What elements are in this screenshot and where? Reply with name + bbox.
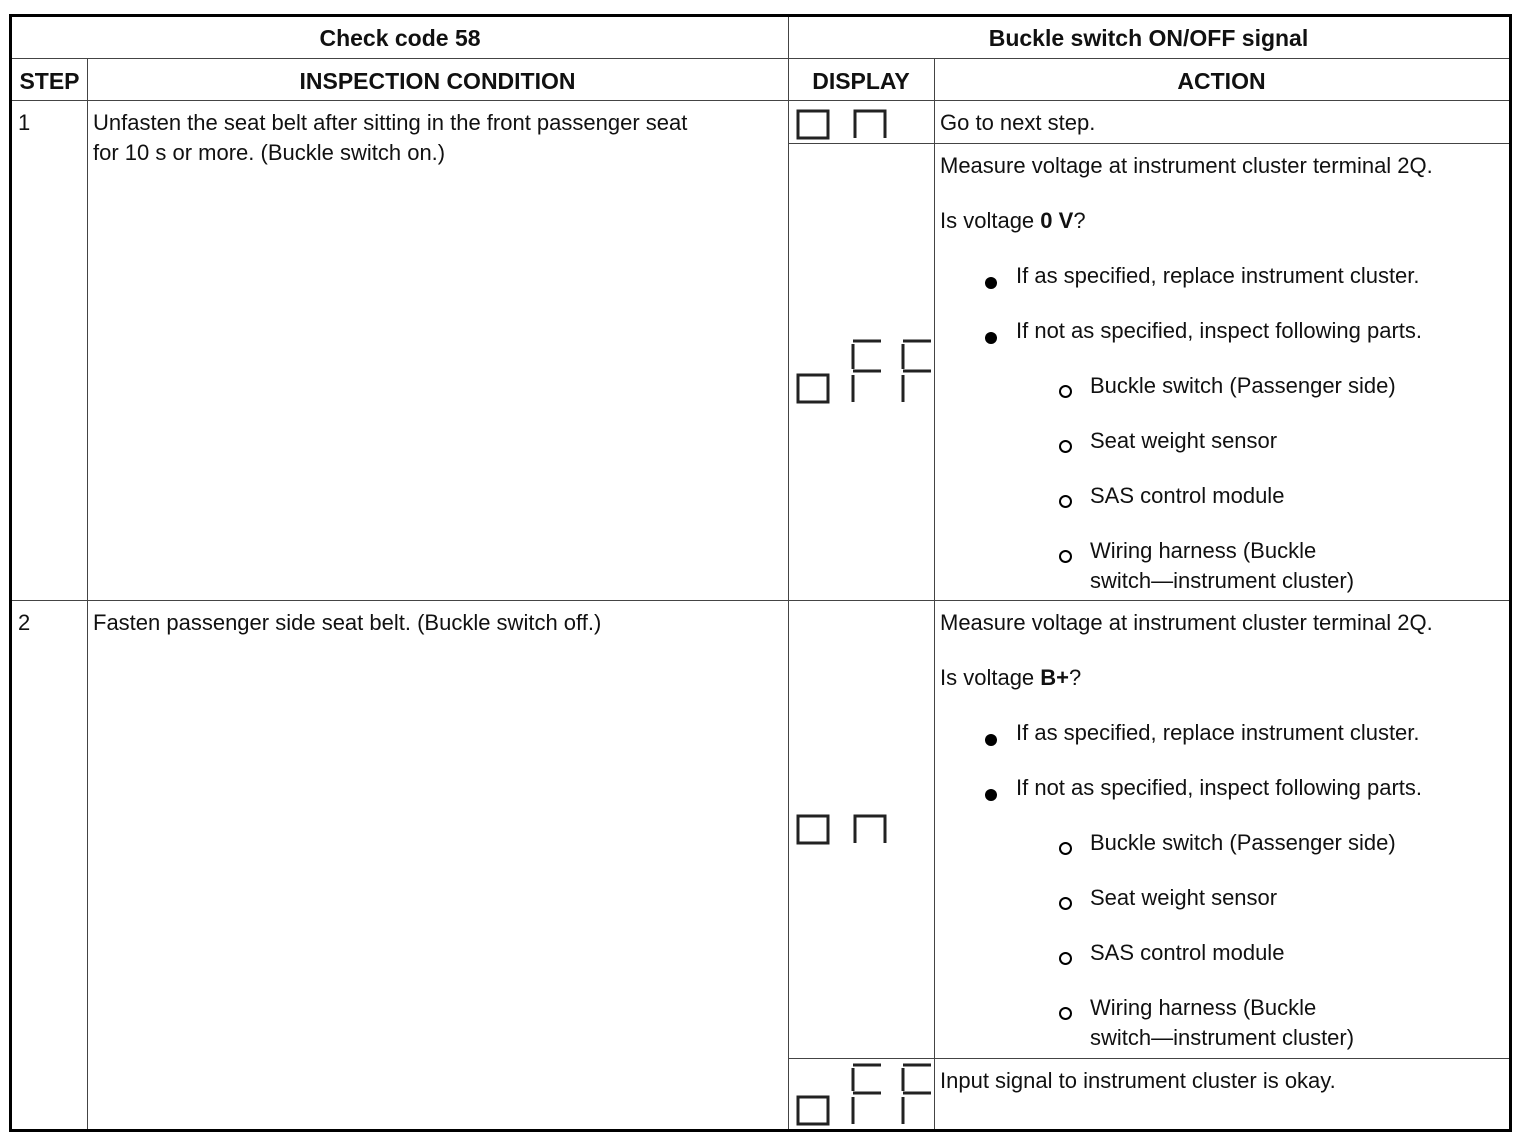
bullet-ring-icon	[1059, 1002, 1072, 1024]
bullet-ring-icon	[1059, 892, 1072, 914]
bullet-dot-icon	[985, 271, 997, 293]
question-text	[940, 206, 1086, 236]
step-number: 1	[18, 110, 31, 135]
rule-display-split-1	[788, 143, 1509, 144]
part-text: switch—instrument cluster)	[1090, 568, 1355, 593]
measure-text: Measure voltage at instrument cluster terminal 2Q.	[940, 610, 1433, 635]
part-text: Seat weight sensor	[1090, 885, 1278, 910]
part-text: Wiring harness (Buckle	[1090, 995, 1317, 1020]
condition-text: for 10 s or more. (Buckle switch on.)	[93, 140, 446, 165]
display-on-icon	[795, 814, 915, 846]
check-code-title: Check code 58	[319, 25, 481, 51]
part-text: SAS control module	[1090, 940, 1285, 965]
col-action: ACTION	[1177, 68, 1266, 94]
rule-display-split-2	[788, 1058, 1509, 1059]
col-step: STEP	[19, 68, 80, 94]
signal-title: Buckle switch ON/OFF signal	[988, 25, 1309, 51]
rule-header	[12, 58, 1509, 59]
if-not-text: If not as specified, inspect following parts.	[1016, 775, 1422, 800]
rule-col-display	[788, 17, 789, 1129]
part-text: switch—instrument cluster)	[1090, 1025, 1355, 1050]
bullet-dot-icon	[985, 728, 997, 750]
question-value: B+	[1040, 665, 1070, 690]
bullet-dot-icon	[985, 326, 997, 348]
question-suffix: ?	[1073, 208, 1086, 233]
col-display: DISPLAY	[812, 68, 910, 94]
action-text: Go to next step.	[940, 110, 1096, 135]
part-text: Buckle switch (Passenger side)	[1090, 373, 1396, 398]
action-text: Input signal to instrument cluster is okay.	[940, 1068, 1336, 1093]
bullet-ring-icon	[1059, 837, 1072, 859]
bullet-dot-icon	[985, 783, 997, 805]
part-text: Seat weight sensor	[1090, 428, 1278, 453]
measure-text: Measure voltage at instrument cluster terminal 2Q.	[940, 153, 1433, 178]
bullet-ring-icon	[1059, 545, 1072, 567]
if-spec-text: If as specified, replace instrument cluster.	[1016, 263, 1420, 288]
display-off-icon	[795, 1063, 935, 1129]
if-not-text: If not as specified, inspect following parts.	[1016, 318, 1422, 343]
bullet-ring-icon	[1059, 380, 1072, 402]
bullet-ring-icon	[1059, 490, 1072, 512]
question-prefix: Is voltage	[940, 208, 1041, 233]
rule-step1	[12, 600, 1509, 601]
question-prefix: Is voltage	[940, 665, 1041, 690]
question-text	[940, 663, 1081, 693]
rule-col-action	[934, 58, 935, 1129]
question-suffix: ?	[1069, 665, 1082, 690]
if-spec-text: If as specified, replace instrument cluster.	[1016, 720, 1420, 745]
display-on-icon	[795, 109, 915, 141]
rule-col-step	[87, 58, 88, 1129]
step-number: 2	[18, 610, 31, 635]
bullet-ring-icon	[1059, 435, 1072, 457]
part-text: SAS control module	[1090, 483, 1285, 508]
part-text: Buckle switch (Passenger side)	[1090, 830, 1396, 855]
rule-colheads	[12, 100, 1509, 101]
part-text: Wiring harness (Buckle	[1090, 538, 1317, 563]
display-off-icon	[795, 339, 935, 405]
check-code-58-table	[9, 14, 1512, 1132]
question-value: 0 V	[1040, 208, 1074, 233]
col-condition: INSPECTION CONDITION	[299, 68, 576, 94]
condition-text: Unfasten the seat belt after sitting in the front passenger seat	[93, 110, 688, 135]
condition-text: Fasten passenger side seat belt. (Buckle switch off.)	[93, 610, 602, 635]
bullet-ring-icon	[1059, 947, 1072, 969]
